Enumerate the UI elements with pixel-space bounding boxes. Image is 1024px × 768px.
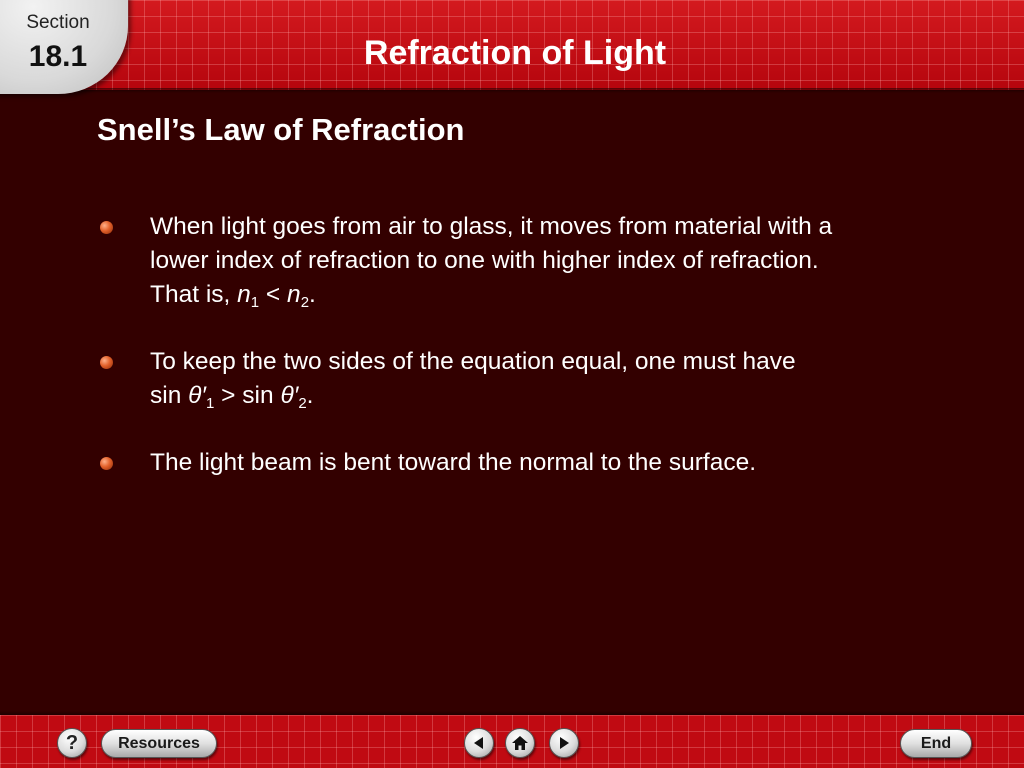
math-suffix: . <box>309 281 316 308</box>
header-shadow <box>0 88 1024 93</box>
math-subscript: 1 <box>250 294 260 311</box>
help-button[interactable] <box>57 728 87 758</box>
bullet-item <box>100 446 960 480</box>
math-variable: n <box>287 281 301 308</box>
bullet-text <box>150 446 960 480</box>
bullet-line: lower index of refraction to one with higher index of refraction. <box>150 247 819 274</box>
subheading: Snell’s Law of Refraction <box>97 112 465 147</box>
forward-arrow-icon <box>556 735 572 751</box>
bullet-line: When light goes from air to glass, it moves from material with a <box>150 213 833 240</box>
bullet-list <box>100 210 960 513</box>
section-label: Section <box>26 12 90 33</box>
math-subscript: 2 <box>298 395 307 412</box>
bullet-math-line <box>150 379 960 413</box>
back-arrow-icon <box>471 735 487 751</box>
math-operator: < <box>259 281 288 308</box>
bullet-dot-icon <box>100 457 113 470</box>
math-variable: n <box>237 281 251 308</box>
section-number: 18.1 <box>28 40 88 73</box>
page-title: Refraction of Light <box>363 34 667 72</box>
back-button[interactable] <box>464 728 494 758</box>
math-suffix: . <box>306 382 314 409</box>
math-sin: sin <box>150 382 189 409</box>
bullet-math-line <box>150 278 960 312</box>
bullet-item <box>100 345 960 413</box>
end-button[interactable]: End <box>900 729 972 758</box>
math-operator: > <box>214 382 243 409</box>
bullet-line: To keep the two sides of the equation equal, one must have <box>150 348 796 375</box>
home-button[interactable] <box>505 728 535 758</box>
math-subscript: 1 <box>206 395 215 412</box>
bullet-dot-icon <box>100 221 113 234</box>
forward-button[interactable] <box>549 728 579 758</box>
bullet-text <box>150 345 960 413</box>
help-question-icon: ? <box>65 731 79 754</box>
math-theta: θ′ <box>188 382 207 409</box>
math-sin: sin <box>242 382 281 409</box>
math-theta: θ′ <box>280 382 299 409</box>
bullet-dot-icon <box>100 356 113 369</box>
bullet-line: The light beam is bent toward the normal to the surface. <box>150 449 757 476</box>
bullet-text <box>150 210 960 312</box>
bullet-item <box>100 210 960 312</box>
home-icon <box>511 734 529 752</box>
resources-button[interactable]: Resources <box>101 729 217 758</box>
math-subscript: 2 <box>300 294 310 311</box>
math-prefix: That is, <box>150 281 238 308</box>
